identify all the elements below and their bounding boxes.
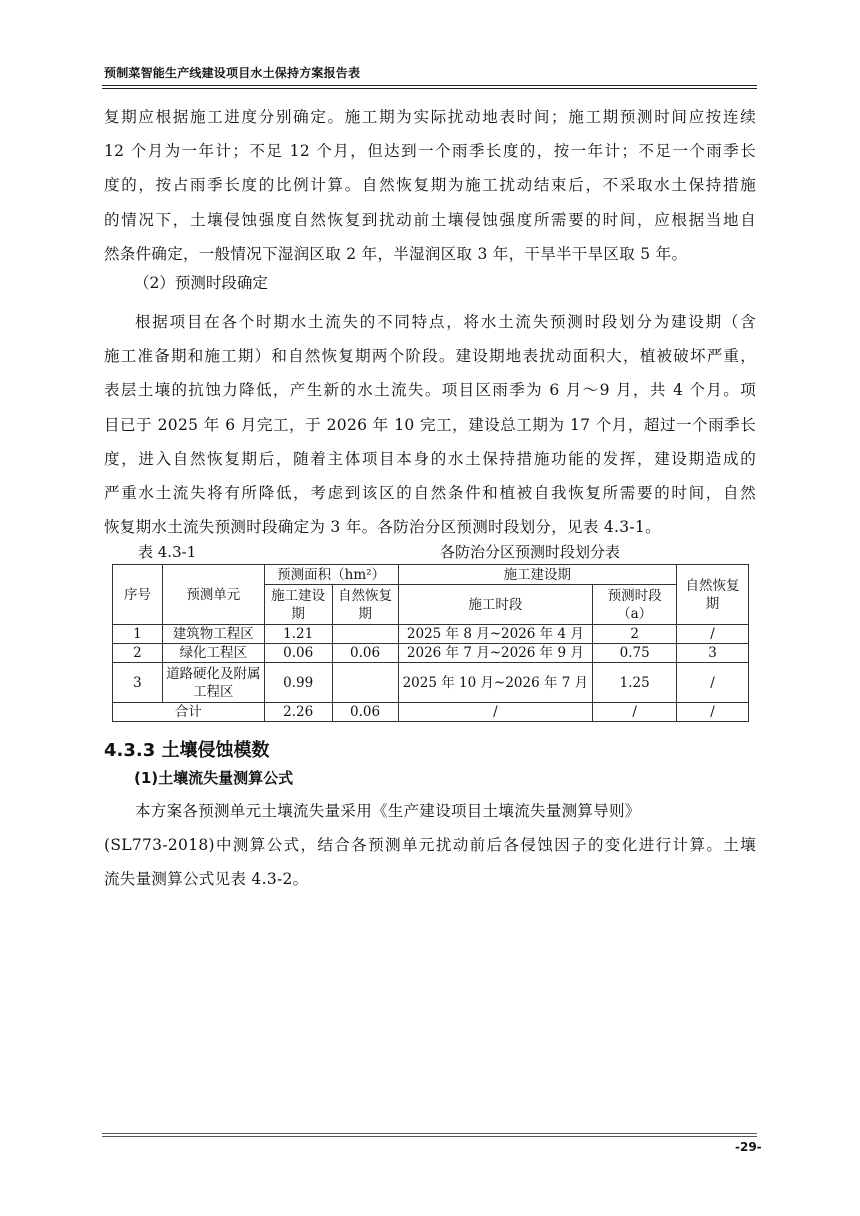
table-caption-title: 各防治分区预测时段划分表 — [440, 543, 621, 561]
paragraph-line: 根据项目在各个时期水土流失的不同特点，将水土流失预测时段划分为建设期（含 — [135, 313, 756, 331]
paragraph-line: 复期应根据施工进度分别确定。施工期为实际扰动地表时间；施工期预测时间应按连续 — [104, 108, 756, 126]
table-row — [113, 644, 749, 663]
page-number: -29- — [735, 1140, 762, 1154]
section-subheading: (1)土壤流失量测算公式 — [134, 769, 294, 787]
paragraph-line: 恢复期水土流失预测时段确定为 3 年。各防治分区预测时段划分，见表 4.3-1。 — [104, 518, 661, 537]
paragraph-line: 施工准备期和施工期）和自然恢复期两个阶段。建设期地表扰动面积大，植被破坏严重， — [104, 347, 756, 366]
header-rule-2 — [102, 88, 757, 89]
cell-seq: 2 — [113, 644, 163, 663]
table-caption-number: 表 4.3-1 — [138, 543, 197, 561]
header-area-group: 预测面积（hm²） — [264, 565, 398, 585]
cell-total-forecast: / — [593, 703, 677, 722]
header-recovery-period: 自然恢复期 — [677, 565, 749, 625]
cell-recovery-period: 3 — [677, 644, 749, 663]
header-seq: 序号 — [113, 565, 163, 625]
cell-total-area-construction: 2.26 — [264, 703, 332, 722]
cell-forecast-period: 0.75 — [593, 644, 677, 663]
cell-seq: 1 — [113, 625, 163, 644]
table-row — [113, 663, 749, 703]
cell-construction-period: 2026 年 7 月~2026 年 9 月 — [398, 644, 593, 663]
cell-unit: 道路硬化及附属工程区 — [162, 663, 264, 703]
header-unit: 预测单元 — [162, 565, 264, 625]
paragraph-forecast-period — [104, 305, 756, 544]
paragraph-erosion-formula — [104, 794, 756, 897]
header-construction-group: 施工建设期 — [398, 565, 677, 585]
cell-forecast-period: 2 — [593, 625, 677, 644]
footer-rule-2 — [102, 1136, 757, 1137]
header-area-recovery: 自然恢复期 — [332, 585, 398, 625]
subheading-forecast-period: （2）预测时段确定 — [134, 274, 268, 292]
table-total-row — [113, 703, 749, 722]
forecast-period-table — [112, 564, 749, 722]
cell-area-construction: 0.06 — [264, 644, 332, 663]
cell-unit: 绿化工程区 — [162, 644, 264, 663]
paragraph-line: 表层土壤的抗蚀力降低，产生新的水土流失。项目区雨季为 6 月～9 月，共 4 个月。项 — [104, 381, 756, 400]
cell-area-construction: 1.21 — [264, 625, 332, 644]
paragraph-line: (SL773-2018)中测算公式，结合各预测单元扰动前后各侵蚀因子的变化进行计算。土壤 — [104, 836, 756, 855]
cell-total-label: 合计 — [113, 703, 265, 722]
paragraph-line: 本方案各预测单元土壤流失量采用《生产建设项目土壤流失量测算导则》 — [135, 802, 641, 820]
cell-recovery-period: / — [677, 663, 749, 703]
table-row — [113, 625, 749, 644]
cell-area-recovery — [332, 663, 398, 703]
cell-seq: 3 — [113, 663, 163, 703]
cell-unit: 建筑物工程区 — [162, 625, 264, 644]
paragraph-recovery-period — [104, 100, 756, 271]
footer-rule — [102, 1133, 757, 1134]
cell-recovery-period: / — [677, 625, 749, 644]
cell-total-recovery: / — [677, 703, 749, 722]
cell-total-area-recovery: 0.06 — [332, 703, 398, 722]
paragraph-line: 12 个月为一年计；不足 12 个月，但达到一个雨季长度的，按一年计；不足一个雨季长 — [104, 142, 756, 161]
cell-construction-period: 2025 年 8 月~2026 年 4 月 — [398, 625, 593, 644]
paragraph-line: 度的，按占雨季长度的比例计算。自然恢复期为施工扰动结束后，不采取水土保持措施 — [104, 176, 756, 195]
paragraph-line: 的情况下，土壤侵蚀强度自然恢复到扰动前土壤侵蚀强度所需要的时间，应根据当地自 — [104, 210, 756, 229]
paragraph-line: 然条件确定，一般情况下湿润区取 2 年，半湿润区取 3 年，干旱半干旱区取 5 年。 — [104, 244, 688, 263]
header-rule — [102, 85, 757, 86]
cell-construction-period: 2025 年 10 月~2026 年 7 月 — [398, 663, 593, 703]
paragraph-line: 度，进入自然恢复期后，随着主体项目本身的水土保持措施功能的发挥，建设期造成的 — [104, 449, 756, 468]
cell-area-recovery: 0.06 — [332, 644, 398, 663]
cell-area-construction: 0.99 — [264, 663, 332, 703]
paragraph-line: 流失量测算公式见表 4.3-2。 — [104, 870, 309, 889]
document-header-title: 预制菜智能生产线建设项目水土保持方案报告表 — [104, 66, 361, 80]
cell-forecast-period: 1.25 — [593, 663, 677, 703]
cell-area-recovery — [332, 625, 398, 644]
cell-total-period: / — [398, 703, 593, 722]
header-construction-period: 施工时段 — [398, 585, 593, 625]
header-forecast-period: 预测时段（a） — [593, 585, 677, 625]
section-heading: 4.3.3 土壤侵蚀模数 — [104, 740, 270, 761]
paragraph-line: 目已于 2025 年 6 月完工，于 2026 年 10 完工，建设总工期为 17 个月，超过一个雨季长 — [104, 415, 756, 434]
header-area-construction: 施工建设期 — [264, 585, 332, 625]
paragraph-line: 严重水土流失将有所降低，考虑到该区的自然条件和植被自我恢复所需要的时间，自然 — [104, 484, 756, 503]
